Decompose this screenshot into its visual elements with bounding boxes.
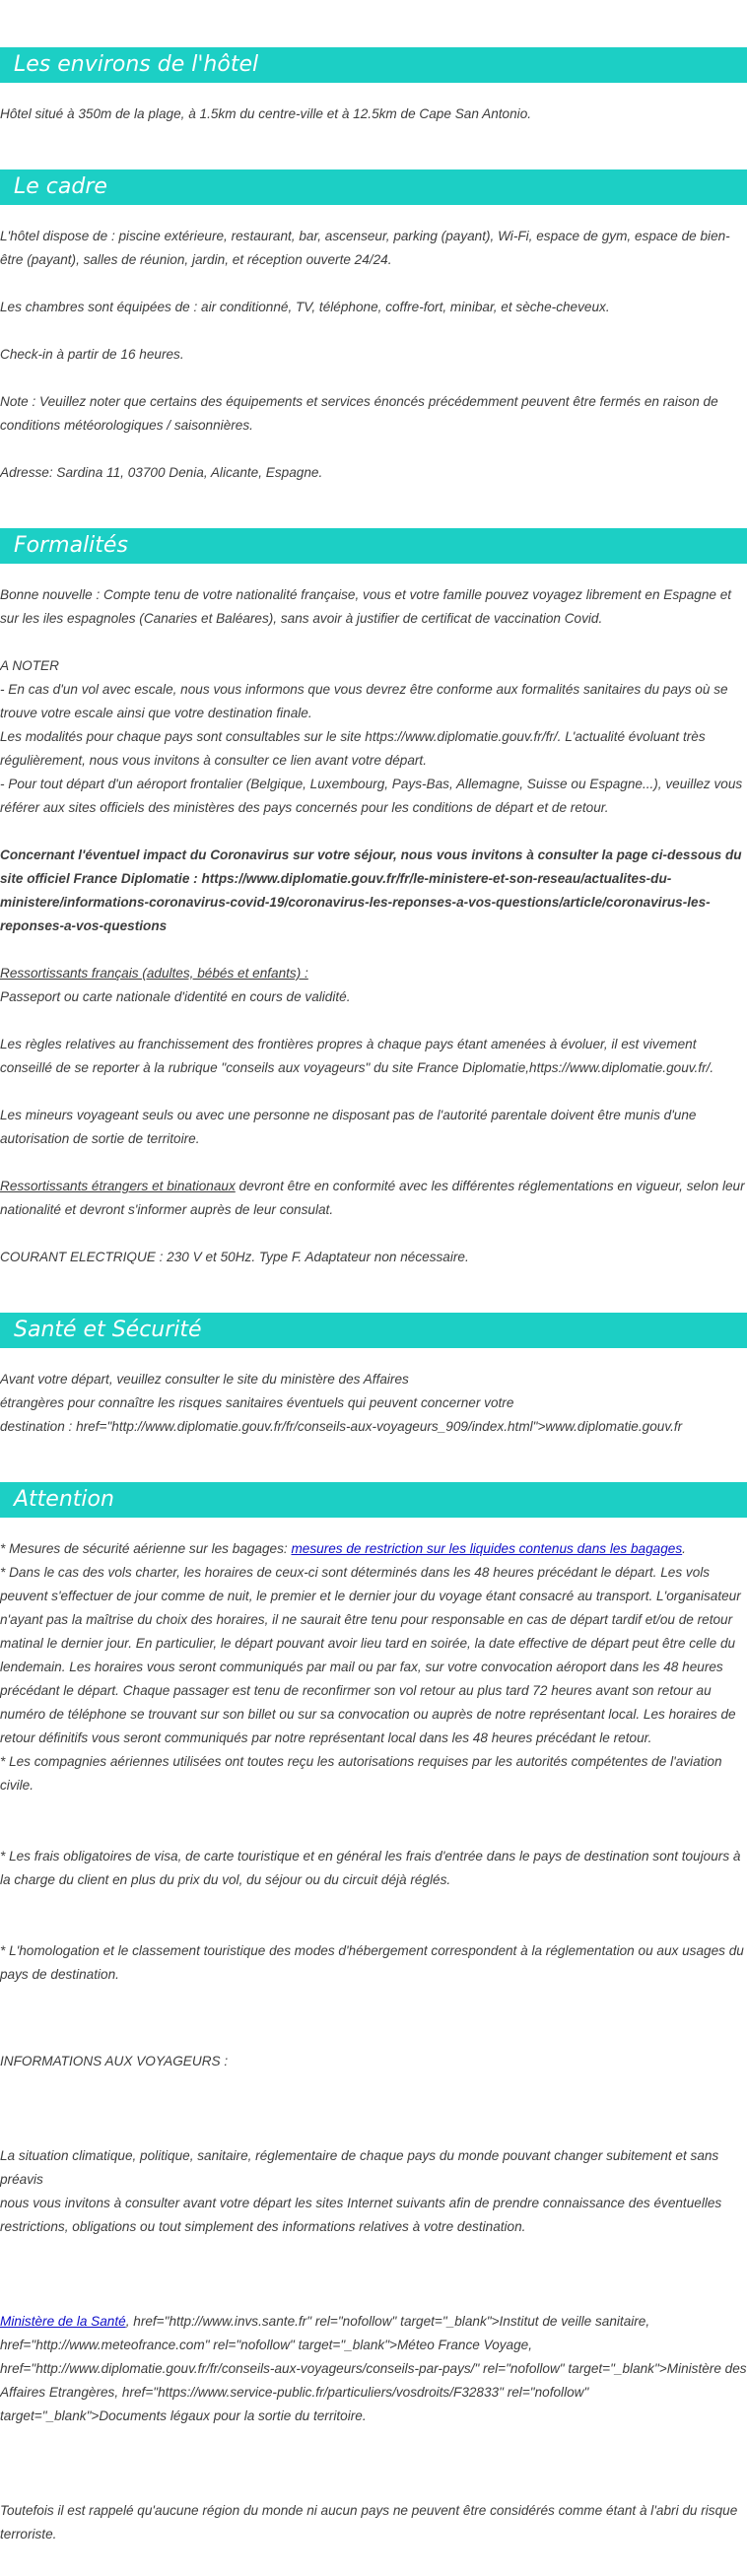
sante-line-2: étrangères pour connaître les risques sanitaires éventuels qui peuvent concerner votre — [0, 1395, 514, 1410]
attention-infos-voyageurs: INFORMATIONS AUX VOYAGEURS : — [0, 2054, 229, 2068]
section-sante — [0, 1313, 747, 1439]
a-noter-modalites: Les modalités pour chaque pays sont consultables sur le site https://www.diplomatie.gouv.fr/fr/. L'actualité évoluant très régulièrement, nous vous invitons à consulter ce lien avant votre départ. — [0, 729, 706, 768]
mesures-prefix: * Mesures de sécurité aérienne sur les bagages: — [0, 1541, 292, 1556]
ministere-rest: , href="http://www.invs.sante.fr" rel="nofollow" target="_blank">Institut de veille sanitaire, href="http://www.meteofrance.com" rel="nofollow" target="_blank">Méteo France Voyage, href="http://www.diplomatie.gouv.fr/fr/conseils-aux-voyageurs/conseils-par-pays/" rel="nofollow" target="_blank">Ministère des Affaires Etrangères, href="https://www.service-public.fr/particuliers/vosdroits/F32833" rel="nofollow" target="_blank">Documents légaux pour la sortie du territoire. — [0, 2314, 747, 2423]
sante-line-3: destination : href="http://www.diplomatie.gouv.fr/fr/conseils-aux-voyageurs_909/index.html">www.diplomatie.gouv.fr — [0, 1419, 683, 1434]
section-environs — [0, 47, 747, 126]
section-attention — [0, 1482, 747, 2546]
formalites-mineurs: Les mineurs voyageant seuls ou avec une personne ne disposant pas de l'autorité parentale doivent être munis d'une autorisation de sortie de territoire. — [0, 1108, 697, 1146]
cadre-adresse: Adresse: Sardina 11, 03700 Denia, Alicante, Espagne. — [0, 465, 323, 480]
formalites-ressortissants-francais — [0, 962, 747, 1009]
mesures-restriction-link[interactable]: mesures de restriction sur les liquides contenus dans les bagages — [291, 1541, 683, 1556]
cadre-equipements: L'hôtel dispose de : piscine extérieure, restaurant, bar, ascenseur, parking (payant), Wi-Fi, espace de gym, espace de bien-être (payant), salles de réunion, jardin, et réception ouverte 24/24. — [0, 229, 730, 267]
formalites-a-noter — [0, 654, 747, 820]
ressortissants-francais-text: Passeport ou carte nationale d'identité en cours de validité. — [0, 989, 351, 1004]
formalites-regles: Les règles relatives au franchissement des frontières propres à chaque pays étant amenées à évoluer, il est vivement conseillé de se reporter à la rubrique "conseils aux voyageurs" du site France Diplomatie,https://www.diplomatie.gouv.fr/. — [0, 1037, 714, 1075]
mesures-suffix: . — [682, 1541, 686, 1556]
section-title-attention: Attention — [0, 1482, 747, 1518]
formalites-ressortissants-etrangers — [0, 1175, 747, 1222]
environs-text: Hôtel situé à 350m de la plage, à 1.5km du centre-ville et à 12.5km de Cape San Antonio. — [0, 106, 532, 121]
section-cadre — [0, 169, 747, 485]
ressortissants-francais-heading: Ressortissants français (adultes, bébés et enfants) : — [0, 966, 308, 981]
attention-compagnies: * Les compagnies aériennes utilisées ont toutes reçu les autorisations requises par les autorités compétentes de l'aviation civile. — [0, 1754, 722, 1793]
sante-line-1: Avant votre départ, veuillez consulter le site du ministère des Affaires — [0, 1372, 409, 1387]
attention-situation-1: La situation climatique, politique, sanitaire, réglementaire de chaque pays du monde pouvant changer subitement et sans préavis — [0, 2148, 719, 2187]
ministere-sante-link[interactable]: Ministère de la Santé — [0, 2314, 126, 2329]
formalites-bonne-nouvelle: Bonne nouvelle : Compte tenu de votre nationalité française, vous et votre famille pouvez voyagez librement en Espagne et sur les iles espagnoles (Canaries et Baléares), sans avoir à justifier de certificat de vaccination Covid. — [0, 587, 732, 626]
cadre-check-in: Check-in à partir de 16 heures. — [0, 347, 184, 362]
attention-mesures — [0, 1537, 747, 1561]
attention-homologation: * L'homologation et le classement touristique des modes d'hébergement correspondent à la réglementation ou aux usages du pays de destination. — [0, 1943, 744, 1982]
a-noter-escale: - En cas d'un vol avec escale, nous vous informons que vous devrez être conforme aux formalités sanitaires du pays où se trouve votre escale ainsi que votre destination finale. — [0, 682, 728, 720]
section-title-environs: Les environs de l'hôtel — [0, 47, 747, 83]
attention-toutefois: Toutefois il est rappelé qu'aucune région du monde ni aucun pays ne peuvent être considérés comme étant à l'abri du risque terroriste. — [0, 2503, 738, 2542]
section-title-sante: Santé et Sécurité — [0, 1313, 747, 1348]
attention-ministere — [0, 2310, 747, 2428]
cadre-note: Note : Veuillez noter que certains des équipements et services énoncés précédemment peuvent être fermés en raison de conditions météorologiques / saisonnières. — [0, 394, 718, 433]
section-formalites — [0, 528, 747, 1269]
section-title-cadre: Le cadre — [0, 169, 747, 205]
formalites-courant: COURANT ELECTRIQUE : 230 V et 50Hz. Type F. Adaptateur non nécessaire. — [0, 1250, 469, 1264]
section-title-formalites: Formalités — [0, 528, 747, 564]
formalites-coronavirus: Concernant l'éventuel impact du Coronavirus sur votre séjour, nous vous invitons à consulter la page ci-dessous du site officiel France Diplomatie : https://www.diplomatie.gouv.fr/fr/le-ministere-et-son-reseau/actualites-du-ministere/informations-coronavirus-covid-19/coronavirus-les-reponses-a-vos-questions/article/coronavirus-les-reponses-a-vos-questions — [0, 847, 742, 933]
a-noter-aeroport-frontalier: - Pour tout départ d'un aéroport frontalier (Belgique, Luxembourg, Pays-Bas, Allemagne, Suisse ou Espagne...), veuillez vous référer aux sites officiels des ministères des pays concernés pour les conditions de départ et de retour. — [0, 777, 743, 815]
attention-situation-2: nous vous invitons à consulter avant votre départ les sites Internet suivants afin de prendre connaissance des éventuelles restrictions, obligations ou tout simplement des informations relatives à votre destination. — [0, 2196, 722, 2234]
attention-frais: * Les frais obligatoires de visa, de carte touristique et en général les frais d'entrée dans le pays de destination sont toujours à la charge du client en plus du prix du vol, du séjour ou du circuit déjà réglés. — [0, 1849, 741, 1887]
a-noter-heading: A NOTER — [0, 658, 59, 673]
ressortissants-etrangers-text: devront être en conformité avec les différentes réglementations en vigueur, selon leur nationalité et devront s'informer auprès de leur consulat. — [0, 1179, 745, 1217]
ressortissants-etrangers-heading: Ressortissants étrangers et binationaux — [0, 1179, 236, 1193]
cadre-chambres: Les chambres sont équipées de : air conditionné, TV, téléphone, coffre-fort, minibar, et sèche-cheveux. — [0, 300, 610, 314]
attention-charter: * Dans le cas des vols charter, les horaires de ceux-ci sont déterminés dans les 48 heures précédant le départ. Les vols peuvent s'effectuer de jour comme de nuit, le premier et le dernier jour du voyage étant consacré au transport. L'organisateur n'ayant pas la maîtrise du choix des horaires, il ne saurait être tenu pour responsable en cas de départ tardif et/ou de retour matinal le dernier jour. En particulier, le départ pouvant avoir lieu tard en soirée, la date effective de départ peut être celle du lendemain. Les horaires vous seront communiqués par mail ou par fax, sur votre convocation aéroport dans les 48 heures précédant le départ. Chaque passager est tenu de reconfirmer son vol retour au plus tard 72 heures avant son retour au numéro de téléphone se trouvant sur son billet ou sur sa convocation ou auprès de notre représentant local. Les horaires de retour définitifs vous seront communiqués par notre représentant local dans les 48 heures précédant le retour. — [0, 1565, 741, 1745]
